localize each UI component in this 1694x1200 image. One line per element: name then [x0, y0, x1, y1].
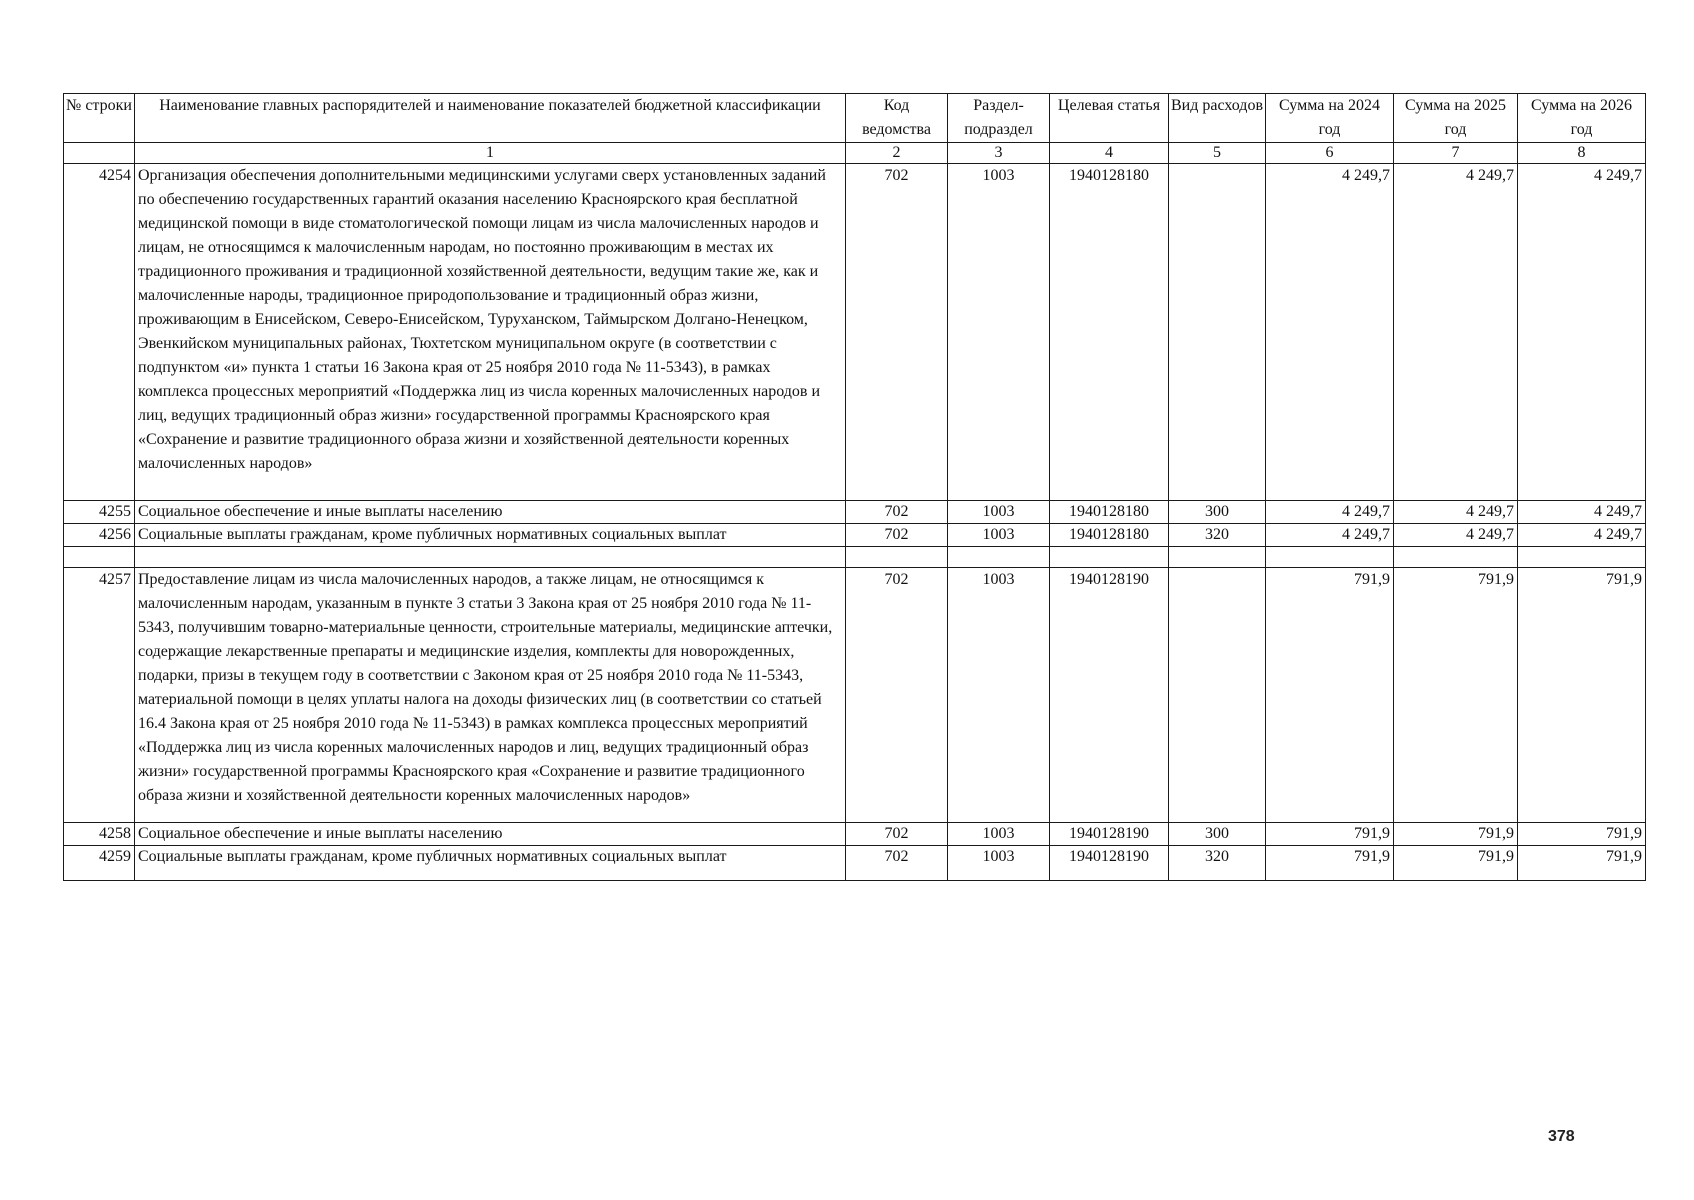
row-target-article: 1940128180	[1050, 524, 1169, 547]
row-name: Социальные выплаты гражданам, кроме публичных нормативных социальных выплат	[135, 846, 846, 881]
column-number: 4	[1050, 143, 1169, 164]
header-section: Раздел-подраздел	[948, 94, 1050, 143]
spacer-cell	[1518, 547, 1646, 568]
row-sum-2026: 791,9	[1518, 568, 1646, 823]
row-sum-2024: 4 249,7	[1266, 524, 1394, 547]
header-department-code: Код ведомства	[846, 94, 948, 143]
spacer-cell	[948, 547, 1050, 568]
row-department-code: 702	[846, 568, 948, 823]
header-sum-2024: Сумма на 2024 год	[1266, 94, 1394, 143]
row-section: 1003	[948, 164, 1050, 501]
row-sum-2025: 4 249,7	[1394, 524, 1518, 547]
row-expense-type	[1169, 568, 1266, 823]
row-department-code: 702	[846, 501, 948, 524]
header-row-number: № строки	[64, 94, 135, 143]
column-number: 8	[1518, 143, 1646, 164]
spacer-cell	[1050, 547, 1169, 568]
spacer-cell	[1169, 547, 1266, 568]
header-name: Наименование главных распорядителей и наименование показателей бюджетной классификации	[135, 94, 846, 143]
row-name: Социальные выплаты гражданам, кроме публичных нормативных социальных выплат	[135, 524, 846, 547]
table-row	[64, 524, 1646, 547]
table-row	[64, 164, 1646, 501]
table-header-row	[64, 94, 1646, 143]
table-row	[64, 501, 1646, 524]
row-sum-2025: 791,9	[1394, 846, 1518, 881]
page-number: 378	[1548, 1128, 1575, 1145]
row-number: 4254	[64, 164, 135, 501]
row-sum-2026: 791,9	[1518, 846, 1646, 881]
row-sum-2024: 4 249,7	[1266, 164, 1394, 501]
row-sum-2024: 4 249,7	[1266, 501, 1394, 524]
row-name: Предоставление лицам из числа малочисленных народов, а также лицам, не относящимся к малочисленным народам, указанным в пункте 3 статьи 3 Закона края от 25 ноября 2010 года № 11-5343, получившим товарно-материальные ценности, строительные материалы, медицинские аптечки, содержащие лекарственные препараты и медицинские изделия, комплекты для новорожденных, подарки, призы в текущем году в соответствии с Законом края от 25 ноября 2010 года № 11-5343, материальной помощи в целях уплаты налога на доходы физических лиц (в соответствии со статьей 16.4 Закона края от 25 ноября 2010 года № 11-5343) в рамках комплекса процессных мероприятий «Поддержка лиц из числа коренных малочисленных народов и лиц, ведущих традиционный образ жизни» государственной программы Красноярского края «Сохранение и развитие традиционного образа жизни и хозяйственной деятельности коренных малочисленных народов»	[135, 568, 846, 823]
row-expense-type: 300	[1169, 501, 1266, 524]
row-sum-2025: 791,9	[1394, 568, 1518, 823]
row-number: 4257	[64, 568, 135, 823]
row-sum-2024: 791,9	[1266, 823, 1394, 846]
row-department-code: 702	[846, 164, 948, 501]
header-sum-2026: Сумма на 2026 год	[1518, 94, 1646, 143]
header-expense-type: Вид расходов	[1169, 94, 1266, 143]
row-sum-2024: 791,9	[1266, 568, 1394, 823]
column-number: 3	[948, 143, 1050, 164]
row-name: Социальное обеспечение и иные выплаты населению	[135, 823, 846, 846]
row-target-article: 1940128190	[1050, 846, 1169, 881]
column-number: 6	[1266, 143, 1394, 164]
column-number: 2	[846, 143, 948, 164]
spacer-cell	[64, 547, 135, 568]
row-section: 1003	[948, 524, 1050, 547]
spacer-cell	[135, 547, 846, 568]
table-row	[64, 568, 1646, 823]
row-number: 4256	[64, 524, 135, 547]
row-section: 1003	[948, 568, 1050, 823]
row-section: 1003	[948, 823, 1050, 846]
row-sum-2025: 791,9	[1394, 823, 1518, 846]
row-name: Организация обеспечения дополнительными медицинскими услугами сверх установленных заданий по обеспечению государственных гарантий оказания населению Красноярского края бесплатной медицинской помощи в виде стоматологической помощи лицам из числа малочисленных народов и лицам, не относящимся к малочисленным народам, но постоянно проживающим в местах их традиционного проживания и традиционной хозяйственной деятельности, ведущим такие же, как и малочисленные народы, традиционное природопользование и традиционный образ жизни, проживающим в Енисейском, Северо-Енисейском, Туруханском, Таймырском Долгано-Ненецком, Эвенкийском муниципальных районах, Тюхтетском муниципальном округе (в соответствии с подпунктом «и» пункта 1 статьи 16 Закона края от 25 ноября 2010 года № 11-5343), в рамках комплекса процессных мероприятий «Поддержка лиц из числа коренных малочисленных народов и лиц, ведущих традиционный образ жизни» государственной программы Красноярского края «Сохранение и развитие традиционного образа жизни и хозяйственной деятельности коренных малочисленных народов»	[135, 164, 846, 501]
row-department-code: 702	[846, 524, 948, 547]
row-number: 4258	[64, 823, 135, 846]
row-expense-type: 300	[1169, 823, 1266, 846]
column-number: 1	[135, 143, 846, 164]
row-name: Социальное обеспечение и иные выплаты населению	[135, 501, 846, 524]
column-number: 7	[1394, 143, 1518, 164]
row-sum-2025: 4 249,7	[1394, 164, 1518, 501]
row-department-code: 702	[846, 846, 948, 881]
row-number: 4259	[64, 846, 135, 881]
column-number-row	[64, 143, 1646, 164]
column-number	[64, 143, 135, 164]
row-expense-type	[1169, 164, 1266, 501]
row-sum-2026: 4 249,7	[1518, 501, 1646, 524]
row-department-code: 702	[846, 823, 948, 846]
row-sum-2026: 4 249,7	[1518, 524, 1646, 547]
row-section: 1003	[948, 501, 1050, 524]
spacer-cell	[846, 547, 948, 568]
row-sum-2024: 791,9	[1266, 846, 1394, 881]
column-number: 5	[1169, 143, 1266, 164]
table-spacer-row	[64, 547, 1646, 568]
row-section: 1003	[948, 846, 1050, 881]
budget-table-container	[63, 93, 1645, 881]
header-target-article: Целевая статья	[1050, 94, 1169, 143]
row-number: 4255	[64, 501, 135, 524]
header-sum-2025: Сумма на 2025 год	[1394, 94, 1518, 143]
row-sum-2026: 4 249,7	[1518, 164, 1646, 501]
table-row	[64, 846, 1646, 881]
table-row	[64, 823, 1646, 846]
row-target-article: 1940128180	[1050, 501, 1169, 524]
row-expense-type: 320	[1169, 524, 1266, 547]
row-target-article: 1940128190	[1050, 823, 1169, 846]
budget-table	[63, 93, 1646, 881]
spacer-cell	[1266, 547, 1394, 568]
spacer-cell	[1394, 547, 1518, 568]
row-sum-2025: 4 249,7	[1394, 501, 1518, 524]
row-sum-2026: 791,9	[1518, 823, 1646, 846]
row-expense-type: 320	[1169, 846, 1266, 881]
row-target-article: 1940128190	[1050, 568, 1169, 823]
row-target-article: 1940128180	[1050, 164, 1169, 501]
